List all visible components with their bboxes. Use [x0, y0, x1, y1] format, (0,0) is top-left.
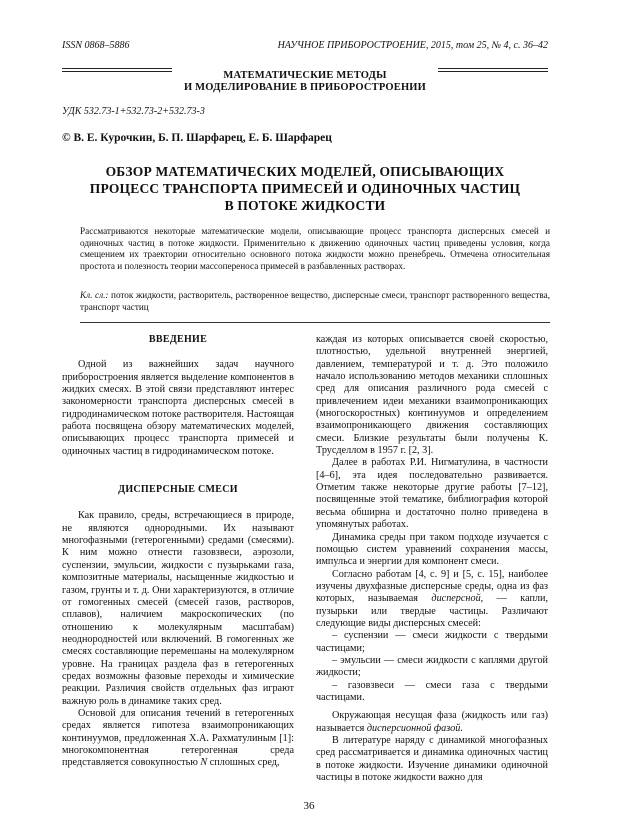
abstract: Рассматриваются некоторые математические модели, описывающие процесс транспорта дисперсных смесей и одиночных частиц в потоке жидкости. Применительно к движению одиночных частиц приведены условия, когда смещением их траектории относительно основного потока жидкости можно пренебречь. Отмечена относительная простота и полезность теории массопереноса примесей в разбавленных растворах.: [80, 226, 550, 271]
symbol-n: N: [200, 757, 208, 769]
intro-heading: ВВЕДЕНИЕ: [148, 334, 208, 345]
right-paragraph-5-a: Окружающая несущая фаза (жидкость или газ) называется: [316, 710, 548, 734]
issn: ISSN 0868–5886: [62, 40, 130, 51]
right-paragraph-5: [316, 710, 548, 735]
disperse-paragraph-2: [62, 708, 294, 770]
right-paragraph-4-a: Согласно работам [4, с. 9] и [5, с. 15], наиболее изучены двухфазные дисперсные среды, одна из фаз которых, называемая: [316, 568, 548, 605]
page-number: 36: [303, 800, 315, 812]
section-heading: [62, 70, 548, 94]
title-line3: В ПОТОКЕ ЖИДКОСТИ: [224, 198, 386, 213]
right-column: [316, 334, 548, 784]
intro-paragraph: Одной из важнейших задач научного приборостроения является выделение компонентов в жидких смесях. В этой связи представляют интерес закономерности транспорта дисперсных смесей в гидродинамическом потоке растворителя. Настоящая работа посвящена обзору математических моделей, описывающих процесс транспорта примесей и одиночных частиц в гидродинамическом потоке.: [62, 359, 294, 457]
list-item: – суспензии — смеси жидкости с твердыми частицами;: [316, 630, 548, 654]
right-paragraph-4: [316, 569, 548, 631]
term-dispersion-phase: дисперсионной фазой: [366, 722, 461, 734]
title-line2: ПРОЦЕСС ТРАНСПОРТА ПРИМЕСЕЙ И ОДИНОЧНЫХ ЧАСТИЦ: [89, 181, 521, 196]
left-column: [62, 334, 294, 770]
list-item: – газовзвеси — смеси газа с твердыми частицами.: [316, 679, 548, 703]
right-paragraph-3: Динамика среды при таком подходе изучается с помощью систем уравнений сохранения массы, импульса и энергии для компонент смеси.: [316, 531, 548, 568]
mixture-types-list: [316, 630, 548, 704]
list-item: – эмульсии — смеси жидкости с каплями другой жидкости;: [316, 654, 548, 679]
keywords-label: Кл. сл.:: [80, 290, 109, 300]
term-dispersed: дисперсной: [431, 593, 481, 605]
section-heading-line2: И МОДЕЛИРОВАНИЕ В ПРИБОРОСТРОЕНИИ: [183, 82, 427, 93]
journal-reference: НАУЧНОЕ ПРИБОРОСТРОЕНИЕ, 2015, том 25, № 4, c. 36–42: [277, 40, 548, 51]
right-paragraph-5-b: .: [460, 722, 463, 734]
right-paragraph-1: каждая из которых описывается своей скоростью, плотностью, удельной внутренней энергией, давлением, температурой и т. д. Это положило начало использованию методов механики сплошных сред для описания различного рода смесей с привлечением идеи механики взаимопроникающих (многоскоростных) континуумов и определением взаимопроникающего движения составляющих смеси. Близкие результаты были получены К. Трусделлом в 1957 г. [2, 3].: [316, 334, 548, 457]
keywords-text: поток жидкости, растворитель, растворенное вещество, дисперсные смеси, транспорт растворенного вещества, транспорт частиц: [80, 290, 550, 312]
right-paragraph-6: В литературе наряду с динамикой многофазных сред рассматривается и динамика одиночных частиц в потоке жидкости. Изучение динамики одиночной частицы в потоке жидкости важно для: [316, 735, 548, 784]
divider: [80, 322, 550, 323]
title-line1: ОБЗОР МАТЕМАТИЧЕСКИХ МОДЕЛЕЙ, ОПИСЫВАЮЩИХ: [105, 164, 505, 179]
right-paragraph-4-b: , — капли, пузырьки или твердые частицы. Различают следующие виды дисперсных смесей:: [316, 593, 549, 629]
udk-code: УДК 532.73-1+532.73-2+532.73-3: [62, 106, 205, 117]
disperse-heading: ДИСПЕРСНЫЕ СМЕСИ: [118, 484, 238, 496]
disperse-paragraph-2-b: сплошных сред,: [207, 757, 280, 769]
authors: © В. Е. Курочкин, Б. П. Шарфарец, Е. Б. Шарфарец: [62, 132, 332, 144]
keywords: [80, 290, 550, 313]
article-title: [62, 163, 548, 214]
disperse-paragraph-2-a: Основой для описания течений в гетерогенных средах является гипотеза взаимопроникающих континуумов, предложенная Х.А. Рахматулиным [1]: многокомпонентная гетерогенная среда представляется совокупностью: [62, 707, 294, 769]
disperse-paragraph-1: Как правило, среды, встречающиеся в природе, не являются однородными. Их называют многофазными (гетерогенными) средами (смесями). К ним можно отнести газовзвеси, аэрозоли, суспензии, эмульсии, жидкости с пузырьками газа, композитные материалы, насыщенные жидкостью и газом, грунты и т. д. Они характеризуются, в отличие от гомогенных смесей (смесей газов, растворов, сплавов), наличием макроскопических (по отношению к молекулярным масштабам) неоднородностей или включений. В гомогенных же смесях составляющие перемешаны на молекулярном уровне. На границах раздела фаз в гетерогенных средах возможны фазовые переходы и химические реакции. Различия свойств отдельных фаз играют важную роль в динамике таких сред.: [62, 510, 294, 707]
right-paragraph-2: Далее в работах Р.И. Нигматулина, в частности [4–6], эта идея последовательно развивается. Отметим также некоторые другие работы [7–12], посвященные этой тематике, библиография которой весьма обширна и достаточно полно приведена в упомянутых работах.: [316, 457, 548, 531]
section-heading-line1: МАТЕМАТИЧЕСКИЕ МЕТОДЫ: [223, 70, 387, 81]
